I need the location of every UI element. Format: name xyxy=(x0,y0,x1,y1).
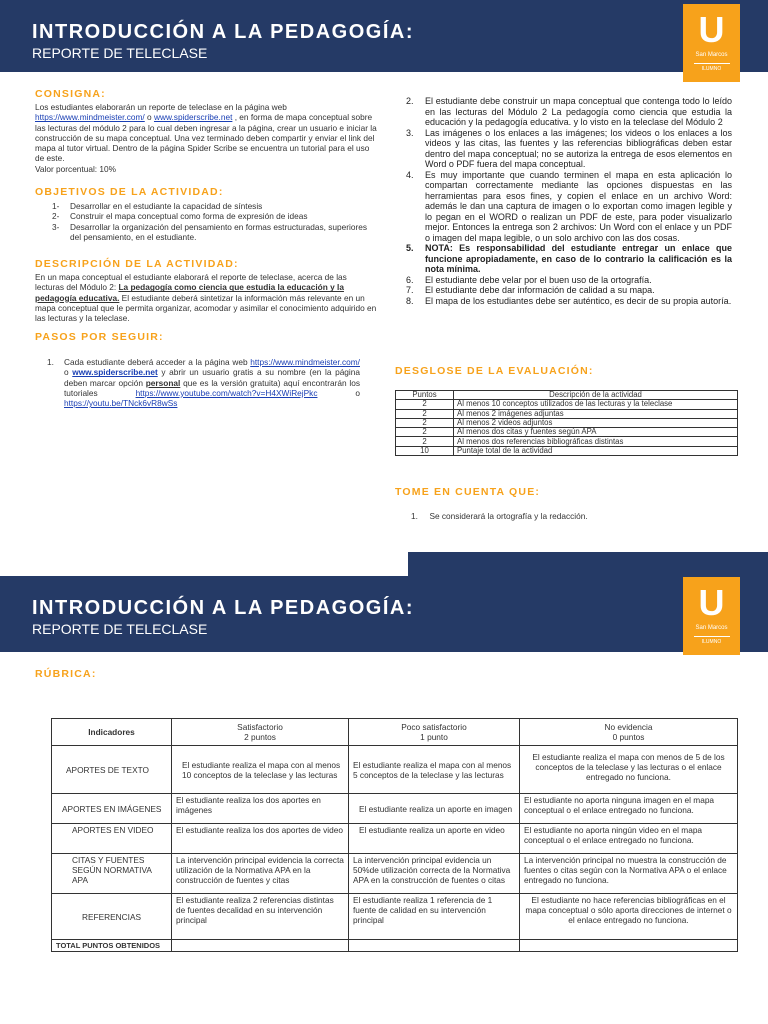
desglose-row: 2 Al menos 2 videos adjuntos xyxy=(396,418,738,427)
desglose-header-row xyxy=(396,391,738,400)
youtube-link-2[interactable]: https://youtu.be/TNck6vR8wSs xyxy=(64,398,178,409)
band-notch xyxy=(408,552,768,578)
col-descripcion: Descripción de la actividad xyxy=(454,391,738,400)
descripcion-heading: DESCRIPCIÓN DE LA ACTIVIDAD: xyxy=(35,258,239,270)
university-logo xyxy=(683,4,740,82)
desglose-row-total: 10 Puntaje total de la actividad xyxy=(396,446,738,455)
rubrica-heading: RÚBRICA: xyxy=(35,668,97,680)
paso-item: 4. Es muy importante que cuando terminen el mapa en esta aplicación lo compartan correctamente mediante las opciones dispuestas en las herramientas para esos fines, y copien el enlace en un archivo Word: además le dan una captura de imagen o lo exportan como imagen legible y lo pegan en el WORD o realizan un PDF de este, para poder visualizarlo mejor. Entonces la entrega son 2 archivos: Un Word con el enlace y un PDF o imagen del mapa legible, o un solo archivo con las dos cosas. xyxy=(406,169,732,243)
desglose-row: 2 Al menos 2 imágenes adjuntas xyxy=(396,409,738,418)
youtube-link-1[interactable]: https://www.youtube.com/watch?v=H4XWiRejPkc xyxy=(135,387,318,398)
page-subtitle-2: REPORTE DE TELECLASE xyxy=(32,621,208,637)
col-poco-satisfactorio: Poco satisfactorio 1 punto xyxy=(349,719,520,746)
valor-porcentual: Valor porcentual: 10% xyxy=(35,163,117,174)
logo-letter: U xyxy=(698,9,725,50)
col-puntos: Puntos xyxy=(396,391,454,400)
paso-item: 6. El estudiante debe velar por el buen uso de la ortografía. xyxy=(406,274,652,285)
spiderscribe-link[interactable]: www.spiderscribe.net xyxy=(153,112,233,123)
desglose-row: 2 Al menos dos citas y fuentes según APA xyxy=(396,428,738,437)
col-no-evidencia: No evidencia 0 puntos xyxy=(520,719,738,746)
rubrica-row: APORTES EN VIDEO El estudiante realiza los dos aportes de video El estudiante realiza un aporte en video El estudiante no aporta ningún video en el mapa conceptual o el enlace entregado no funciona. xyxy=(52,824,738,854)
pasos-heading: PASOS POR SEGUIR: xyxy=(35,331,164,343)
col-indicadores: Indicadores xyxy=(52,719,172,746)
paso-item: 7. El estudiante debe dar información de calidad a su mapa. xyxy=(406,285,655,295)
consigna-heading: CONSIGNA: xyxy=(35,88,106,100)
objetivo-item: 3- Desarrollar la organización del pensamiento en formas estructuradas, superiores del pensamiento, en el estudiante. xyxy=(52,221,367,242)
modulo-title: La pedagogía como ciencia que estudia la educación y la pedagogía educativa. xyxy=(35,282,344,303)
page-subtitle: REPORTE DE TELECLASE xyxy=(32,45,208,61)
logo-small: ILUMNO xyxy=(701,66,722,72)
page-title-2: INTRODUCCIÓN A LA PEDAGOGÍA: xyxy=(32,597,414,619)
mindmeister-link[interactable]: https://www.mindmeister.com/ xyxy=(35,112,145,123)
objetivos-list xyxy=(52,201,377,242)
desglose-table xyxy=(395,390,738,456)
objetivos-heading: OBJETIVOS DE LA ACTIVIDAD: xyxy=(35,186,224,198)
spiderscribe-link-2[interactable]: www.spiderscribe.net xyxy=(72,367,158,378)
rubrica-row: APORTES DE TEXTO El estudiante realiza el mapa con al menos 10 conceptos de la teleclase y las lecturas El estudiante realiza el mapa con al menos 5 conceptos de la teleclase y las lecturas El estudiante realiza el mapa con menos de 5 de los conceptos de la teleclase y las lecturas o el enlace entregado no funciona. xyxy=(52,746,738,794)
col-satisfactorio: Satisfactorio 2 puntos xyxy=(172,719,349,746)
paso-1: 1. Cada estudiante deberá acceder a la página web https://www.mindmeister.com/ o www.spiderscribe.net y abrir un usuario gratis a su nombre (en la página deben marcar opción personal que es la versión gratuita) aquí encontrarán los tutoriales https://www.youtube.com/watch?v=H4XWiRejPkc o https://youtu.be/TNck6vR8wSs xyxy=(47,357,360,409)
rubrica-header-row xyxy=(52,719,738,746)
tome-item: 1. Se considerará la ortografía y la redacción. xyxy=(411,511,588,521)
paso-item-nota: 5. NOTA: Es responsabilidad del estudiante entregar un enlace que funcione apropiadamente, en caso de lo contrario la calificación es la nota mínima. xyxy=(406,243,732,274)
paso-item: 8. El mapa de los estudiantes debe ser auténtico, es decir de su propia autoría. xyxy=(406,295,732,306)
rubrica-row: REFERENCIAS El estudiante realiza 2 referencias distintas de fuentes decalidad en su intervención principal El estudiante realiza 1 referencia de 1 fuente de calidad en su intervención principal El estudiante no hace referencias bibliográficas en el mapa conceptual o sólo aporta direcciones de internet o el enlace entregado no funciona. xyxy=(52,894,738,940)
consigna-text: Los estudiantes elaborarán un reporte de teleclase en la página web https://www.mindmeister.com/ o www.spiderscribe.net , en forma de mapa conceptual sobre las lecturas del módulo 2 para lo cual deben ingresar a la página, crear un usuario e iniciar la construcción de su mapa conceptual. Una vez terminado deben compartir y enviar el link del mapa al tutor virtual. Dentro de la página Spider Scribe se encuentra un tutorial para el uso de este. Valor porcentual: 10% xyxy=(35,102,377,174)
logo-brand: San Marcos xyxy=(695,52,728,58)
university-logo-2: U San Marcos ILUMNO xyxy=(683,577,740,655)
paso-item: 3. Las imágenes o los enlaces a las imágenes; los videos o los enlaces a los videos y las citas, las fuentes y las referencias bibliográficas deben estar dentro del mapa conceptual; no se autoriza la entrega de esos elementos en Word o PDF fuera del mapa conceptual. xyxy=(406,127,732,169)
descripcion-text: En un mapa conceptual el estudiante elaborará el reporte de teleclase, acerca de las lecturas del Módulo 2: La pedagogía como ciencia que estudia la educación y la pedagogía educativa. El estudiante deberá sintetizar la información más relevante en un mapa conceptual que le permita organizar, acomodar y asimilar el conocimiento adquirido en las lecturas y la teleclase. xyxy=(35,272,377,324)
paso-item: 2. El estudiante debe construir un mapa conceptual que contenga todo lo leído en las lecturas del Módulo 2 La pedagogía como ciencia que estudia la educación y la pedagogía educativa. y lo visto en la teleclase del Módulo 2 xyxy=(406,96,732,127)
mindmeister-link-2[interactable]: https://www.mindmeister.com/ xyxy=(250,357,360,367)
objetivo-item: 1- Desarrollar en el estudiante la capacidad de síntesis xyxy=(52,201,263,211)
objetivo-item: 2- Construir el mapa conceptual como forma de expresión de ideas xyxy=(52,211,308,222)
page-title: INTRODUCCIÓN A LA PEDAGOGÍA: xyxy=(32,21,414,43)
pasos-list-right xyxy=(406,96,732,306)
rubrica-row: APORTES EN IMÁGENES El estudiante realiza los dos aportes en imágenes El estudiante realiza un aporte en imagen El estudiante no aporta ninguna imagen en el mapa conceptual o el enlace entregado no funciona. xyxy=(52,794,738,824)
personal-option: personal xyxy=(145,377,181,388)
rubrica-table xyxy=(51,718,738,952)
rubrica-total-row: TOTAL PUNTOS OBTENIDOS xyxy=(52,940,738,952)
desglose-row: 2 Al menos 10 conceptos utilizados de las lecturas y la teleclase xyxy=(396,400,738,409)
tome-heading: TOME EN CUENTA QUE: xyxy=(395,486,541,498)
desglose-heading: DESGLOSE DE LA EVALUACIÓN: xyxy=(395,365,594,377)
rubrica-row: CITAS Y FUENTES SEGÚN NORMATIVA APA La intervención principal evidencia la correcta utilización de la Normativa APA en la construcción de fuentes y citas La intervención principal evidencia un 50%de utilización correcta de la Normativa APA en la construcción de fuentes o citas La intervención principal no muestra la construcción de fuentes o citas según con la Normativa APA o el enlace entregado no funciona. xyxy=(52,854,738,894)
desglose-row: 2 Al menos dos referencias bibliográficas distintas xyxy=(396,437,738,446)
